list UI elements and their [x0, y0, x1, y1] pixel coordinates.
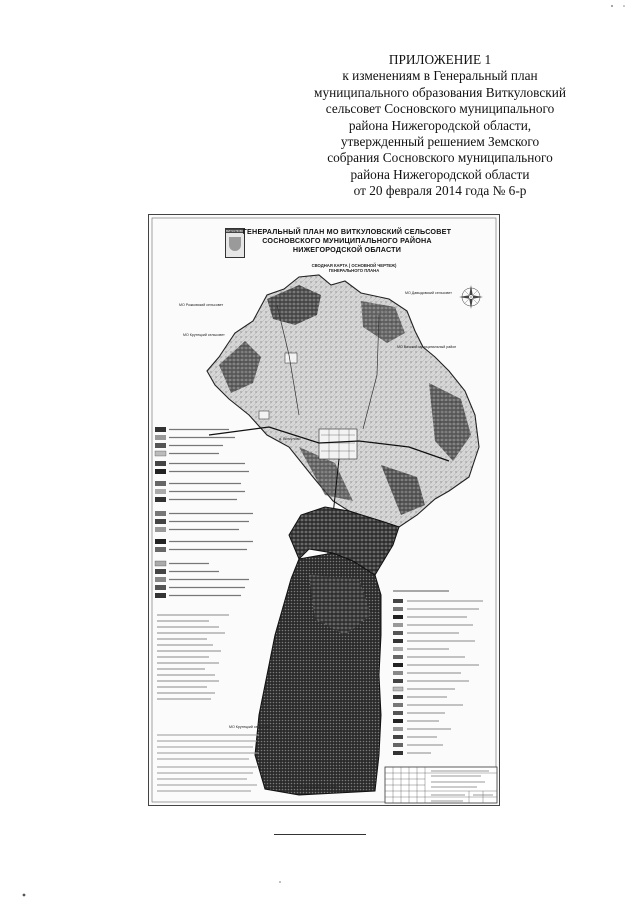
map-subtitle-line: СВОДНАЯ КАРТА ( ОСНОВНОЙ ЧЕРТЕЖ): [311, 263, 397, 268]
appendix-line: собрания Сосновского муниципального: [327, 150, 553, 166]
village-caption: д. Виткулово: [279, 437, 301, 441]
signature-rule: [274, 834, 366, 835]
emblem-label: ВИТКУЛОВО: [226, 229, 245, 233]
map-title: [237, 227, 457, 254]
map-subtitle-line: ГЕНЕРАЛЬНОГО ПЛАНА: [328, 268, 380, 274]
appendix-line: муниципального образования Виткуловский: [314, 84, 566, 100]
appendix-line: к изменениям в Генеральный план: [342, 68, 538, 84]
southwest-neighbour-caption: МО Крутецкий сельсовет: [229, 725, 271, 729]
map-title-line: ГЕНЕРАЛЬНЫЙ ПЛАН МО ВИТКУЛОВСКИЙ СЕЛЬСОВЕТ: [242, 227, 452, 236]
northeast-neighbour-caption: МО Давыдовский сельсовет: [405, 291, 452, 295]
compass-rose-icon: [459, 285, 483, 309]
map-title-line: СОСНОВСКОГО МУНИЦИПАЛЬНОГО РАЙОНА: [262, 236, 432, 245]
appendix-title: ПРИЛОЖЕНИЕ 1: [388, 52, 492, 67]
title-block-grid: [385, 767, 497, 803]
appendix-line: района Нижегородской области: [350, 166, 530, 182]
legend-right-graphics: [393, 591, 483, 755]
appendix-line: утвержденный решением Земского: [340, 134, 540, 150]
east-neighbour-caption: МО Вачский муниципальный район: [397, 345, 457, 349]
appendix-date-line: от 20 февраля 2014 года № 6-р: [353, 183, 527, 199]
northwest-neighbour-caption: МО Крутецкий сельсовет: [183, 333, 225, 337]
south-neighbour-caption: МО Рожковский сельсовет: [293, 785, 338, 789]
appendix-line: сельсовет Сосновского муниципального: [325, 101, 555, 117]
appendix-line: района Нижегородской области,: [348, 117, 532, 133]
appendix-header: [300, 52, 580, 200]
north-neighbour-caption: МО Рожковский сельсовет: [179, 303, 224, 307]
legend-left-graphics: [155, 427, 259, 791]
map-subtitle: [299, 263, 409, 273]
map-title-line: НИЖЕГОРОДСКОЙ ОБЛАСТИ: [292, 245, 402, 254]
master-plan-map-sheet: [148, 214, 500, 806]
